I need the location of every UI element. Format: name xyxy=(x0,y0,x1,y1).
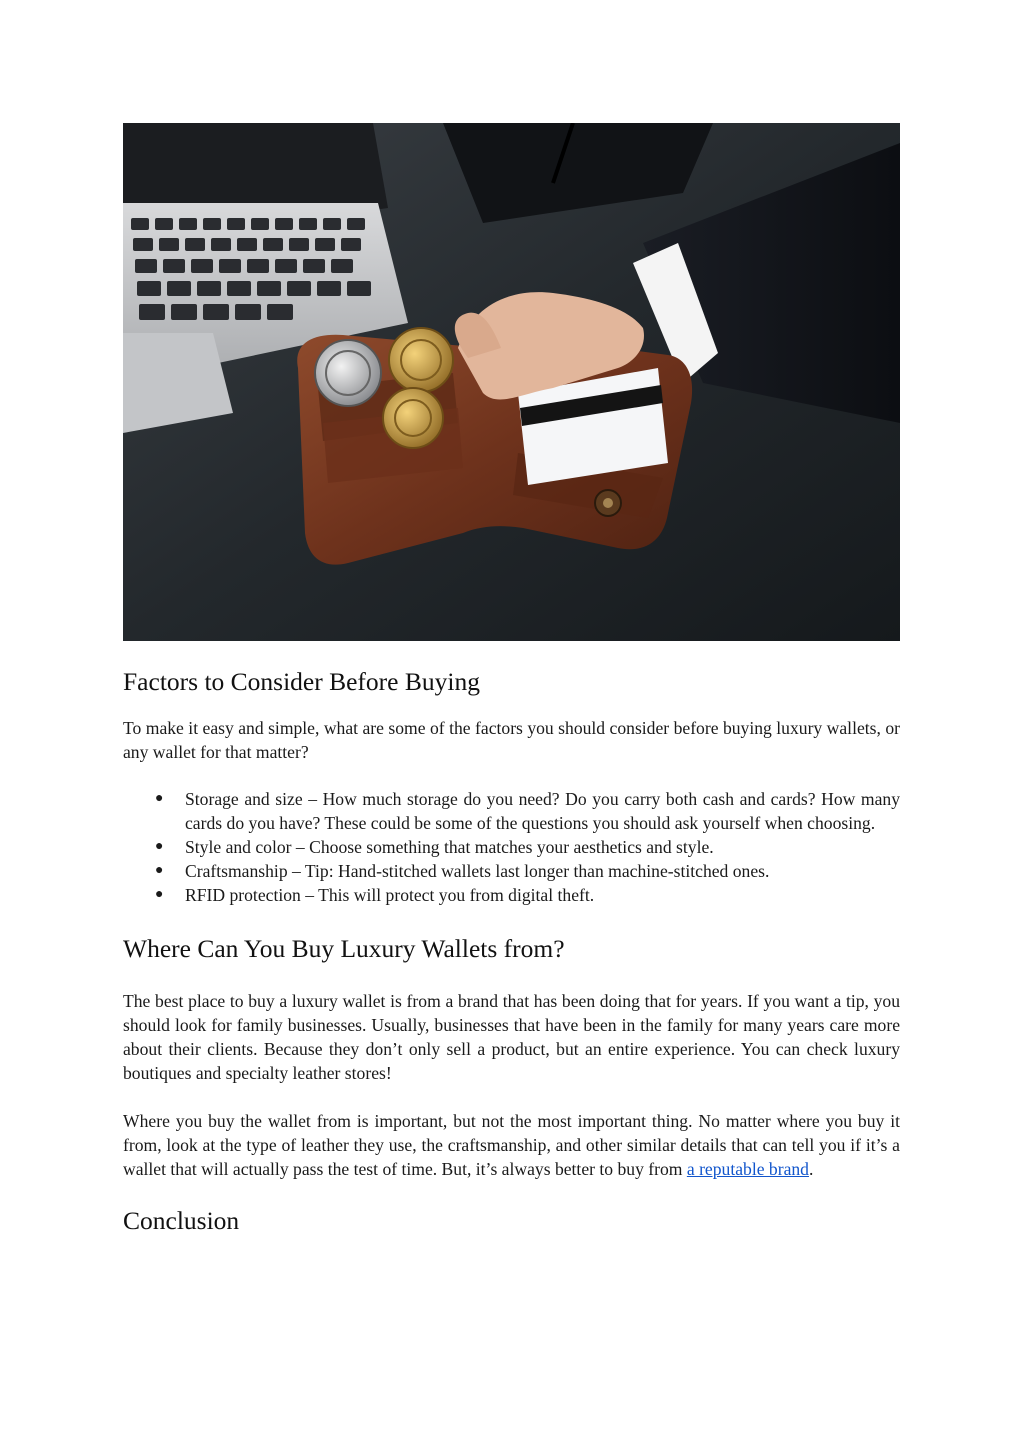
paragraph-factors-intro: To make it easy and simple, what are some of the factors you should consider before buying luxury wallets, or any wallet for that matter? xyxy=(123,718,900,762)
paragraph-where-2-text: Where you buy the wallet from is important, but not the most important thing. No matter where you buy it from, look at the type of leather they use, the craftsmanship, and other similar details that can tell you if it’s a wallet that will actually pass the test of time. But, it’s always better to buy from xyxy=(123,1111,900,1179)
list-item-text: Style and color – Choose something that matches your aesthetics and style. xyxy=(185,837,714,857)
reputable-brand-link[interactable]: a reputable brand xyxy=(686,1159,809,1179)
list-item xyxy=(155,835,900,859)
paragraph-where-2 xyxy=(123,1109,900,1181)
document-page xyxy=(123,123,900,1236)
list-item-text: Storage and size – How much storage do you need? Do you carry both cash and cards? How many cards do you have? These could be some of the questions you should ask yourself when choosing. xyxy=(185,789,900,833)
hero-image xyxy=(123,123,900,641)
bullet-icon: ● xyxy=(155,863,164,878)
heading-where-to-buy: Where Can You Buy Luxury Wallets from? xyxy=(123,934,565,963)
list-item-text: Craftsmanship – Tip: Hand-stitched wallets last longer than machine-stitched ones. xyxy=(185,861,770,881)
list-item xyxy=(155,883,900,907)
list-item-text: RFID protection – This will protect you from digital theft. xyxy=(185,885,595,905)
heading-conclusion: Conclusion xyxy=(123,1206,240,1235)
bullet-icon: ● xyxy=(155,887,164,902)
heading-factors: Factors to Consider Before Buying xyxy=(123,667,480,696)
factors-list xyxy=(123,787,900,907)
paragraph-where-1: The best place to buy a luxury wallet is from a brand that has been doing that for years. If you want a tip, you should look for family businesses. Usually, businesses that have been in the family for many years care more about their clients. Because they don’t only sell a product, but an entire experience. You can check luxury boutiques and specialty leather stores! xyxy=(123,991,900,1083)
paragraph-where-2-end: . xyxy=(808,1159,814,1179)
list-item xyxy=(155,787,900,835)
leather-wallet-photo-icon xyxy=(123,123,900,641)
list-item xyxy=(155,859,900,883)
bullet-icon: ● xyxy=(155,791,164,806)
bullet-icon: ● xyxy=(155,839,164,854)
